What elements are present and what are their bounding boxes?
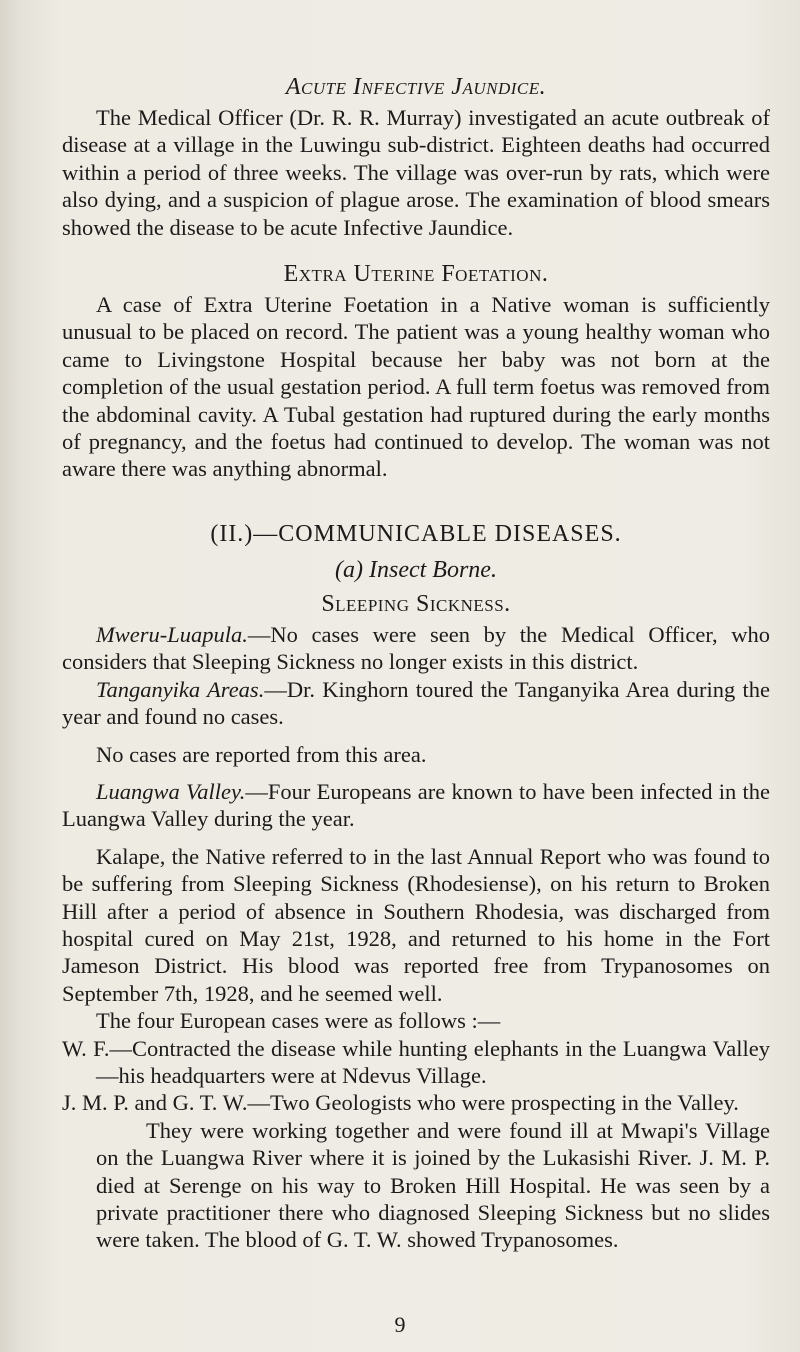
luangwa-label: Luangwa Valley. [96,778,246,804]
communicable-diseases-heading: (II.)—COMMUNICABLE DISEASES. [210,520,622,547]
tanganyika-paragraph [62,676,770,731]
luangwa-text: —Four Europeans are known to have been infected in the Luangwa Valley during the year. [62,778,770,832]
mweru-luapula-paragraph [62,621,770,676]
acute-jaundice-heading: Acute Infective Jaundice. [285,74,547,100]
mweru-luapula-label: Mweru-Luapula. [96,621,248,647]
case-wf-paragraph: W. F.—Contracted the disease while hunting elephants in the Luangwa Valley—his headquarters were at Ndevus Village. [62,1035,770,1088]
mweru-luapula-text: —No cases were seen by the Medical Officer, who considers that Sleeping Sickness no longer exists in this district. [62,621,770,675]
tanganyika-label: Tanganyika Areas. [96,676,265,702]
no-cases-paragraph: No cases are reported from this area. [96,741,427,767]
sleeping-sickness-heading: Sleeping Sickness. [321,590,511,617]
kalape-paragraph: Kalape, the Native referred to in the last Annual Report who was found to be suffering from Sleeping Sickness (Rhodesiense), on his return to Broken Hill after a period of absence in Southern Rhodesia, was discharged from hospital cured on May 21st, 1928, and returned to his home in the Fort Jameson District. His blood was reported free from Trypanosomes on September 7th, 1928, and he seemed well. [62,843,770,1006]
four-cases-paragraph: The four European cases were as follows :— [96,1008,501,1034]
working-together-paragraph: They were working together and were found ill at Mwapi's Village on the Luangwa River where it is joined by the Lukasishi River. J. M. P. died at Serenge on his way to Broken Hill Hospital. He was seen by a private practitioner there who diagnosed Sleeping Sickness but no slides were taken. The blood of G. T. W. showed Trypanosomes. [96,1117,770,1253]
extra-uterine-heading: Extra Uterine Foetation. [283,261,549,288]
insect-borne-subheading: (a) Insect Borne. [335,556,497,583]
luangwa-paragraph [62,778,770,833]
acute-jaundice-paragraph: The Medical Officer (Dr. R. R. Murray) investigated an acute outbreak of disease at a village in the Luwingu sub-district. Eighteen deaths had occurred within a period of three weeks. The village was over-run by rats, which were also dying, and a suspicion of plague arose. The examination of blood smears showed the disease to be acute Infective Jaundice. [62,105,770,240]
case-jmp-gtw-paragraph: J. M. P. and G. T. W.—Two Geologists who were prospecting in the Valley. [62,1090,739,1116]
page-number: 9 [394,1312,406,1337]
extra-uterine-paragraph: A case of Extra Uterine Foetation in a Native woman is sufficiently unusual to be placed on record. The patient was a young healthy woman who came to Livingstone Hospital because her baby was not born at the completion of the usual gestation period. A full term foetus was removed from the abdominal cavity. A Tubal gestation had ruptured during the early months of pregnancy, and the foetus had continued to develop. The woman was not aware there was anything abnormal. [62,292,770,482]
tanganyika-text: —Dr. Kinghorn toured the Tanganyika Area during the year and found no cases. [62,676,770,730]
